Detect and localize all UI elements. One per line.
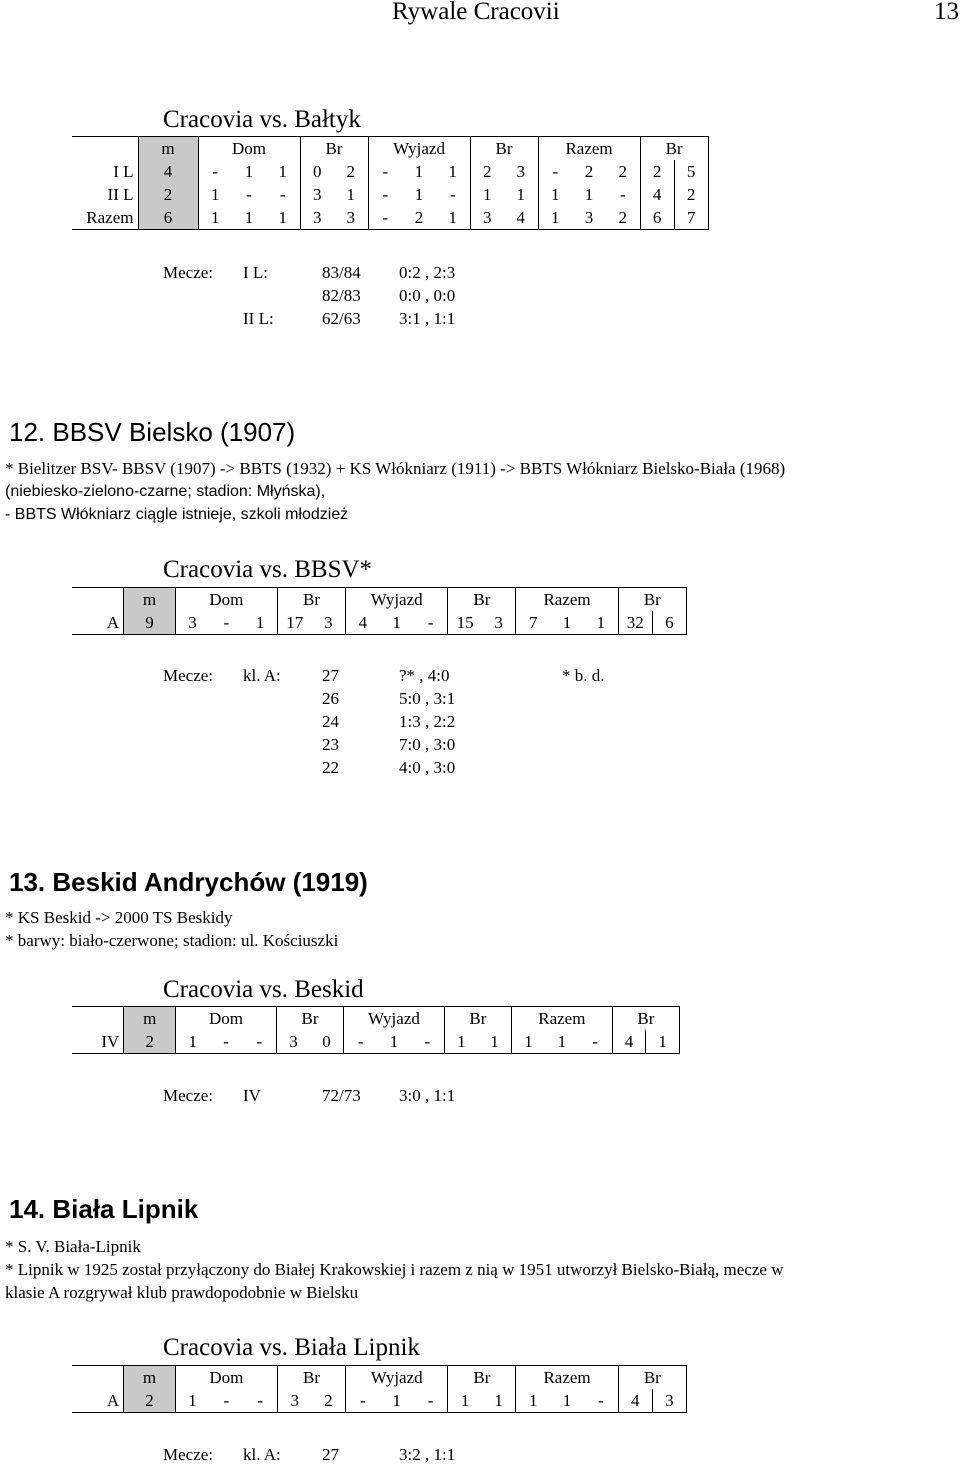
season-label: 83/84 <box>322 263 361 282</box>
table-cell: - <box>198 160 232 183</box>
header-blank-cell <box>72 137 138 161</box>
header-cell: Br <box>300 137 368 161</box>
section-line-biala-1: * S. V. Biała-Lipnik <box>5 1237 141 1256</box>
table-cell: 1 <box>278 162 288 181</box>
league-label: kl. A: <box>243 1445 281 1464</box>
table-row <box>72 1389 687 1413</box>
table-cell: 6 <box>640 206 674 230</box>
table-cell: - <box>414 1389 448 1413</box>
table-cell: - <box>449 185 456 204</box>
table-cell: 1 <box>470 183 504 206</box>
table-cell: - <box>368 160 402 183</box>
table-cell: - <box>243 1389 277 1413</box>
table-cell: 4 <box>504 206 538 230</box>
mecze-label: Mecze: <box>163 1445 214 1464</box>
table-cell: - <box>538 160 572 183</box>
section-line-biala-3: klasie A rozgrywał klub prawdopodobnie w Bielsku <box>5 1283 359 1302</box>
row-label-cell: A <box>72 1389 124 1413</box>
table-cell: 2 <box>640 160 674 183</box>
header-cell: Br <box>444 1007 511 1031</box>
header-cell: m <box>124 1366 176 1390</box>
table-cell: 1 <box>538 183 572 206</box>
header-cell: Razem <box>516 1366 618 1390</box>
table-cell: 2 <box>606 206 640 230</box>
season-label: 72/73 <box>322 1086 361 1105</box>
table-cell: 7 <box>674 206 708 230</box>
header-cell: Br <box>612 1007 679 1031</box>
stats-table-baltyk <box>72 136 709 230</box>
score-label: 3:0 , 1:1 <box>399 1086 456 1105</box>
table-cell: 32 <box>618 611 652 635</box>
header-cell: Dom <box>175 1366 277 1390</box>
section-heading-beskid: 13. Beskid Andrychów (1919) <box>9 867 368 897</box>
mecze-row <box>163 710 683 733</box>
mecze-row <box>163 756 683 779</box>
table-cell: 3 <box>572 206 606 230</box>
table-cell: - <box>346 1389 380 1413</box>
header-cell: Dom <box>198 137 300 161</box>
header-cell: Br <box>618 1366 686 1390</box>
header-cell: Razem <box>511 1007 612 1031</box>
table-cell: 3 <box>470 206 504 230</box>
table-cell: 3 <box>516 162 526 181</box>
table-cell: 1 <box>584 185 594 204</box>
row-label-cell: II L <box>107 185 134 204</box>
season-label: 62/63 <box>322 309 361 328</box>
section-heading-biala: 14. Biała Lipnik <box>9 1194 199 1224</box>
mecze-row <box>163 733 683 756</box>
table-cell: 3 <box>334 206 368 230</box>
table-cell: 6 <box>138 206 198 230</box>
table-cell: 3 <box>300 206 334 230</box>
score-label: ?* , 4:0 <box>399 666 450 685</box>
mecze-row <box>163 687 683 710</box>
table-cell: 1 <box>266 206 300 230</box>
table-cell: - <box>584 1389 618 1413</box>
table-row <box>72 611 687 635</box>
table-cell: 3 <box>312 611 346 635</box>
league-label: II L: <box>243 309 274 328</box>
score-label: 1:3 , 2:2 <box>399 712 456 731</box>
table-title-beskid: Cracovia vs. Beskid <box>163 976 364 1003</box>
header-cell: Razem <box>516 588 618 612</box>
table-cell: 1 <box>538 206 572 230</box>
table-cell: 2 <box>584 162 594 181</box>
table-cell: 1 <box>511 1030 545 1054</box>
season-label: 23 <box>322 735 339 754</box>
mecze-label: Mecze: <box>163 666 214 685</box>
table-cell: 0 <box>310 1030 344 1054</box>
table-cell: 1 <box>414 185 424 204</box>
score-label: 0:0 , 0:0 <box>399 286 456 305</box>
league-label: I L: <box>243 263 269 282</box>
section-heading-bbsv: 12. BBSV Bielsko (1907) <box>9 417 296 447</box>
header-cell: m <box>124 1007 176 1031</box>
table-cell: 1 <box>550 611 584 635</box>
header-cell: Br <box>618 588 686 612</box>
table-cell: - <box>368 206 402 230</box>
table-cell: 1 <box>244 162 254 181</box>
table-cell: 2 <box>124 1389 176 1413</box>
table-cell: 4 <box>346 611 380 635</box>
row-label-cell: I L <box>113 162 134 181</box>
header-cell: Br <box>276 1007 343 1031</box>
table-cell: 1 <box>232 206 266 230</box>
table-cell: 1 <box>380 1389 414 1413</box>
header-cell: Wyjazd <box>344 1007 445 1031</box>
mecze-row <box>163 664 683 687</box>
table-cell: 1 <box>175 1389 209 1413</box>
table-cell: 1 <box>346 185 356 204</box>
season-label: 27 <box>322 1445 339 1464</box>
table-cell: - <box>279 185 286 204</box>
table-cell: 2 <box>618 162 628 181</box>
table-cell: 1 <box>444 1030 478 1054</box>
table-cell: 3 <box>175 611 209 635</box>
table-cell: 15 <box>448 611 482 635</box>
table-cell: 2 <box>312 1389 346 1413</box>
season-label: 24 <box>322 712 339 731</box>
table-title-bbsv: Cracovia vs. BBSV* <box>163 556 373 583</box>
table-cell: 1 <box>176 1030 210 1054</box>
table-cell: 2 <box>346 162 356 181</box>
table-cell: 1 <box>243 611 277 635</box>
table-cell: 4 <box>618 1389 652 1413</box>
section-line-bbsv-2: (niebiesko-zielono-czarne; stadion: Młyńska), <box>5 483 326 500</box>
table-row <box>72 160 708 183</box>
table-cell: 1 <box>380 611 414 635</box>
mecze-label: Mecze: <box>163 1086 214 1105</box>
header-cell: Br <box>640 137 708 161</box>
score-label: 7:0 , 3:0 <box>399 735 456 754</box>
table-cell: 1 <box>198 206 232 230</box>
table-cell: 1 <box>545 1030 579 1054</box>
table-cell: 1 <box>482 1389 516 1413</box>
table-cell: 5 <box>674 160 708 183</box>
table-cell: - <box>209 611 243 635</box>
table-cell: - <box>344 1030 378 1054</box>
table-title-baltyk: Cracovia vs. Bałtyk <box>163 106 361 133</box>
header-cell: m <box>124 588 176 612</box>
table-cell: - <box>579 1030 613 1054</box>
table-cell: 1 <box>377 1030 411 1054</box>
table-cell: - <box>368 183 402 206</box>
table-cell: 3 <box>652 1389 686 1413</box>
table-cell: - <box>411 1030 445 1054</box>
section-line-beskid-2: * barwy: biało-czerwone; stadion: ul. Kościuszki <box>5 931 339 950</box>
league-label: IV <box>243 1086 261 1105</box>
table-cell: 4 <box>612 1030 646 1054</box>
header-blank-cell <box>72 1366 124 1390</box>
table-cell: 1 <box>448 1389 482 1413</box>
table-cell: - <box>414 611 448 635</box>
table-cell: 2 <box>470 160 504 183</box>
table-cell: - <box>243 1030 277 1054</box>
table-cell: - <box>209 1389 243 1413</box>
header-blank-cell <box>72 588 124 612</box>
mecze-row <box>163 1084 683 1107</box>
section-line-bbsv-1: * Bielitzer BSV- BBSV (1907) -> BBTS (1932) + KS Włókniarz (1911) -> BBTS Włókniarz Bielsko-Biała (1968) <box>5 459 786 478</box>
table-cell: 1 <box>550 1389 584 1413</box>
table-cell: 2 <box>674 183 708 206</box>
table-row <box>72 206 708 230</box>
league-label: kl. A: <box>243 666 281 685</box>
header-cell: Dom <box>176 1007 277 1031</box>
mecze-row <box>163 1443 683 1466</box>
header-cell: Br <box>448 1366 516 1390</box>
header-cell: Br <box>277 588 345 612</box>
table-cell: 4 <box>138 160 198 183</box>
table-cell: 4 <box>640 183 674 206</box>
table-cell: 1 <box>584 611 618 635</box>
table-cell: 1 <box>516 185 526 204</box>
table-cell: 6 <box>652 611 686 635</box>
table-cell: 2 <box>402 206 436 230</box>
table-cell: 1 <box>516 1389 550 1413</box>
table-cell: 1 <box>436 206 470 230</box>
mecze-row <box>163 284 683 307</box>
table-title-biala: Cracovia vs. Biała Lipnik <box>163 1334 420 1361</box>
season-label: 26 <box>322 689 339 708</box>
row-label-cell: A <box>72 611 124 635</box>
header-cell: Wyjazd <box>346 1366 448 1390</box>
page-number: 13 <box>934 0 959 25</box>
table-cell: 3 <box>482 611 516 635</box>
table-cell: - <box>209 1030 243 1054</box>
row-label-cell: IV <box>72 1030 124 1054</box>
header-cell: Razem <box>538 137 640 161</box>
table-cell: 2 <box>124 1030 176 1054</box>
stats-table-beskid <box>72 1006 680 1054</box>
score-label: 4:0 , 3:0 <box>399 758 456 777</box>
table-cell: 1 <box>448 162 458 181</box>
score-label: 5:0 , 3:1 <box>399 689 456 708</box>
table-cell: 1 <box>198 183 232 206</box>
page-header-title: Rywale Cracovii <box>392 0 560 25</box>
mecze-row <box>163 261 683 284</box>
table-row <box>72 183 708 206</box>
season-label: 82/83 <box>322 286 361 305</box>
table-cell: 17 <box>277 611 311 635</box>
note-label: * b. d. <box>562 666 605 685</box>
stats-table-bbsv <box>72 587 687 635</box>
score-label: 0:2 , 2:3 <box>399 263 456 282</box>
season-label: 27 <box>322 666 339 685</box>
header-cell: Br <box>277 1366 345 1390</box>
header-cell: Br <box>470 137 538 161</box>
table-cell: 0 <box>300 160 334 183</box>
score-label: 3:2 , 1:1 <box>399 1445 456 1464</box>
header-blank-cell <box>72 1007 124 1031</box>
score-label: 3:1 , 1:1 <box>399 309 456 328</box>
table-cell: - <box>246 185 252 204</box>
table-cell: 3 <box>277 1389 311 1413</box>
section-line-biala-2: * Lipnik w 1925 został przyłączony do Białej Krakowskiej i razem z nią w 1951 utworzył Bielsko-Białą, mecze w <box>5 1260 784 1279</box>
table-cell: - <box>619 185 626 204</box>
season-label: 22 <box>322 758 339 777</box>
section-line-bbsv-3: - BBTS Włókniarz ciągle istnieje, szkoli młodzież <box>5 506 349 523</box>
table-cell: 7 <box>516 611 550 635</box>
table-row <box>72 1030 680 1054</box>
header-cell: Wyjazd <box>368 137 470 161</box>
stats-table-biala <box>72 1365 687 1413</box>
table-cell: 3 <box>276 1030 310 1054</box>
row-label-cell: Razem <box>72 206 138 230</box>
table-cell: 1 <box>646 1030 680 1054</box>
table-cell: 1 <box>478 1030 512 1054</box>
table-cell: 3 <box>300 183 334 206</box>
table-cell: 2 <box>138 183 198 206</box>
header-cell: Wyjazd <box>346 588 448 612</box>
header-cell: m <box>138 137 198 161</box>
mecze-row <box>163 307 683 330</box>
table-cell: 9 <box>124 611 176 635</box>
mecze-label: Mecze: <box>163 263 214 282</box>
header-cell: Dom <box>175 588 277 612</box>
table-cell: 1 <box>414 162 424 181</box>
header-cell: Br <box>448 588 516 612</box>
section-line-beskid-1: * KS Beskid -> 2000 TS Beskidy <box>5 908 233 927</box>
